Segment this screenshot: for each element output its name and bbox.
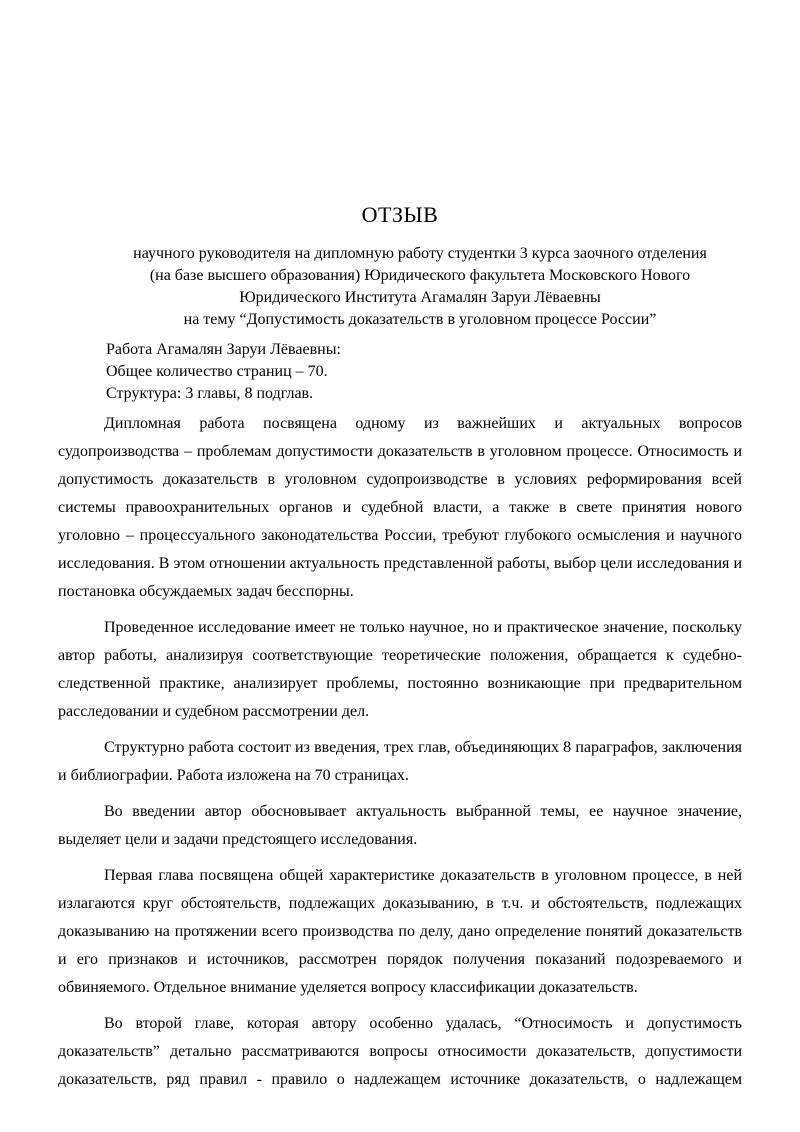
work-info-block [106, 339, 341, 405]
body-paragraph: Дипломная работа посвящена одному из важнейших и актуальных вопросов судопроизводства – проблемам допустимости доказательств в уголовном процессе. Относимость и допустимость доказательств в уголовном судопроизводстве в условиях реформирования всей системы правоохранительных органов и судебной власти, а также в свете принятия нового уголовно – процессуального законодательства России, требуют глубокого осмысления и научного исследования. В этом отношении актуальность представленной работы, выбор цели исследования и постановка обсуждаемых задач бесспорны. [58, 415, 742, 600]
review-body [58, 410, 742, 1102]
work-info-line: Структура: 3 главы, 8 подглав. [106, 385, 314, 402]
subtitle-line: (на базе высшего образования) Юридического факультета Московского Нового [149, 267, 691, 284]
work-info-line: Общее количество страниц – 70. [106, 363, 328, 380]
body-paragraph: Первая глава посвящена общей характеристике доказательств в уголовном процессе, в ней излагаются круг обстоятельств, подлежащих доказыванию, в т.ч. и обстоятельств, подлежащих доказыванию на протяжении всего производства по делу, дано определение понятий доказательств и его признаков и источников, рассмотрен порядок получения показаний подозреваемого и обвиняемого. Отдельное внимание уделяется вопросу классификации доказательств. [58, 867, 742, 996]
work-info-line: Работа Агамалян Заруи Лёваевны: [106, 341, 341, 358]
document-title: ОТЗЫВ [361, 202, 439, 227]
document-subtitle [90, 243, 750, 331]
body-paragraph: Во введении автор обосновывает актуальность выбранной темы, ее научное значение, выделяет цели и задачи предстоящего исследования. [58, 803, 742, 848]
subtitle-line: на тему “Допустимость доказательств в уголовном процессе России” [183, 311, 657, 328]
subtitle-line: научного руководителя на дипломную работу студентки 3 курса заочного отделения [133, 245, 707, 262]
subtitle-line: Юридического Института Агамалян Заруи Лёваевны [239, 289, 601, 306]
body-paragraph: Проведенное исследование имеет не только научное, но и практическое значение, поскольку автор работы, анализируя соответствующие теоретические положения, обращается к судебно-следственной практике, анализирует проблемы, постоянно возникающие при предварительном расследовании и судебном рассмотрении дел. [58, 619, 742, 720]
body-paragraph: Во второй главе, которая автору особенно удалась, “Относимость и допустимость доказательств” детально рассматриваются вопросы относимости доказательств, допустимости доказательств, ряд правил - правило о надлежащем источнике доказательств, о надлежащем [58, 1015, 742, 1088]
body-paragraph: Структурно работа состоит из введения, трех глав, объединяющих 8 параграфов, заключения и библиографии. Работа изложена на 70 страницах. [58, 739, 742, 784]
